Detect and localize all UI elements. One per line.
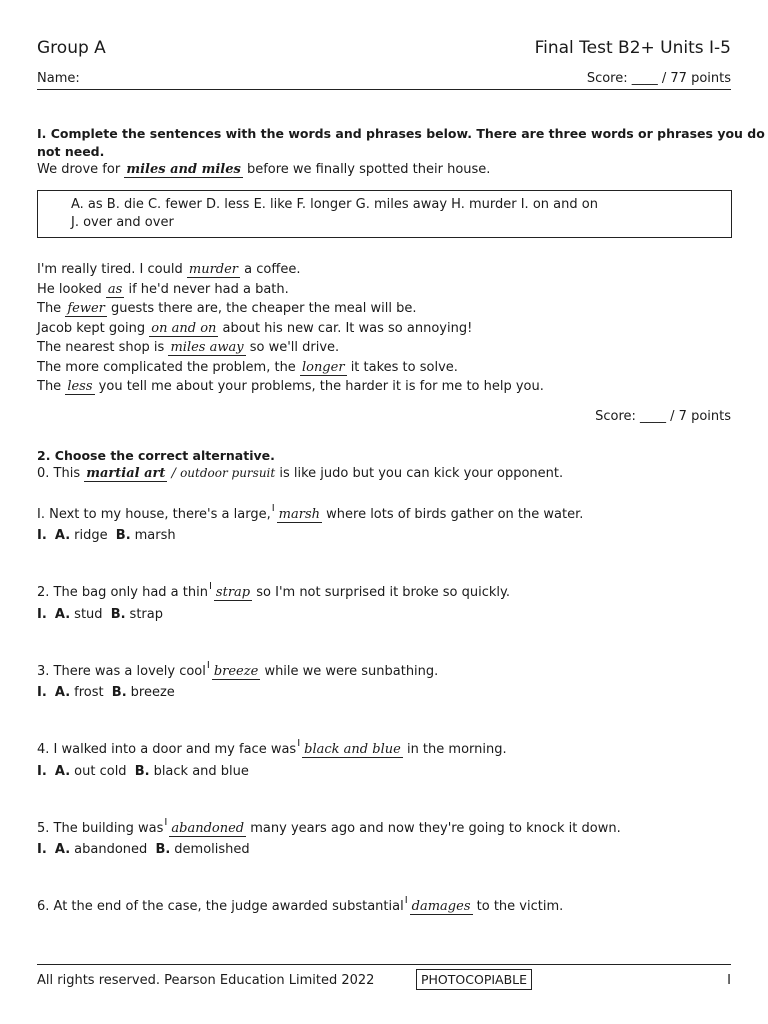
question-2: 2. The bag only had a thin$^I$ strap so I'm not surprised it broke so quickly. <box>37 581 510 600</box>
example-answer: martial art <box>86 466 166 481</box>
answer: black and blue <box>304 742 401 757</box>
example-answer: miles and miles <box>126 162 241 177</box>
question-4: 4. I walked into a door and my face was$^I$ black and blue in the morning. <box>37 738 507 757</box>
answer: marsh <box>278 507 320 522</box>
answer: fewer <box>67 301 105 316</box>
sentence: The more complicated the problem, the longer it takes to solve. <box>37 359 458 375</box>
sentence: The less you tell me about your problems, the harder it is for me to help you. <box>37 379 544 394</box>
answer: damages <box>411 899 471 914</box>
options-4: I. A. out cold B. black and blue <box>37 764 249 779</box>
test-title: Final Test B2+ Units I-5 <box>534 38 731 58</box>
sentence: Jacob kept going on and on about his new car. It was so annoying! <box>37 320 473 336</box>
question-6: 6. At the end of the case, the judge awarded substantial$^I$ damages to the victim. <box>37 895 564 914</box>
answer: on and on <box>151 320 217 336</box>
name-label: Name: <box>37 71 80 86</box>
question-1: I. Next to my house, there's a large,$^I$ marsh where lots of birds gather on the water. <box>37 503 584 522</box>
options-5: I. A. abandoned B. demolished <box>37 842 250 857</box>
options-3: I. A. frost B. breeze <box>37 685 175 700</box>
word-box-line1: A. as B. die C. fewer D. less E. like F. longer G. miles away H. murder I. on and on <box>71 197 598 212</box>
question-3: 3. There was a lovely cool$^I$ breeze while we were sunbathing. <box>37 660 439 679</box>
section1-instruction-line1: I. Complete the sentences with the words and phrases below. There are three words or phrases you do <box>37 126 765 141</box>
header-divider <box>37 89 731 90</box>
section1-instruction-line2: not need. <box>37 144 105 159</box>
copyright-text: All rights reserved. Pearson Education Limited 2022 <box>37 973 375 988</box>
footer-divider <box>37 964 731 965</box>
question-5: 5. The building was$^I$ abandoned many years ago and now they're going to knock it down. <box>37 817 621 836</box>
photocopiable-badge: PHOTOCOPIABLE <box>416 969 532 990</box>
answer: breeze <box>213 664 259 679</box>
sentence: The nearest shop is miles away so we'll drive. <box>37 340 340 355</box>
answer: as <box>107 281 123 297</box>
answer: abandoned <box>171 821 245 836</box>
word-box <box>37 190 732 238</box>
options-2: I. A. stud B. strap <box>37 607 163 622</box>
answer: miles away <box>170 340 244 355</box>
section1-example <box>37 162 490 177</box>
section1-score: Score: ____ / 7 points <box>595 409 731 424</box>
section2-example: 0. This martial art / outdoor pursuit is like judo but you can kick your opponent. <box>37 466 564 481</box>
options-1: I. A. ridge B. marsh <box>37 528 176 543</box>
answer: less <box>67 379 93 394</box>
group-label: Group A <box>37 38 106 58</box>
example-before: We drove for <box>37 162 121 177</box>
answer: strap <box>215 585 251 600</box>
answer: longer <box>301 359 345 375</box>
section2-instruction: 2. Choose the correct alternative. <box>37 448 275 463</box>
example-after: before we finally spotted their house. <box>246 162 491 177</box>
sentence: I'm really tired. I could murder a coffee. <box>37 262 301 277</box>
word-box-line2: J. over and over <box>71 215 174 230</box>
section1-sentences <box>37 260 544 397</box>
sentence: The fewer guests there are, the cheaper the meal will be. <box>37 301 417 316</box>
answer: murder <box>188 262 239 277</box>
page-number: I <box>727 973 731 988</box>
sentence: He looked as if he'd never had a bath. <box>37 281 289 297</box>
total-score-label: Score: ____ / 77 points <box>586 71 731 86</box>
